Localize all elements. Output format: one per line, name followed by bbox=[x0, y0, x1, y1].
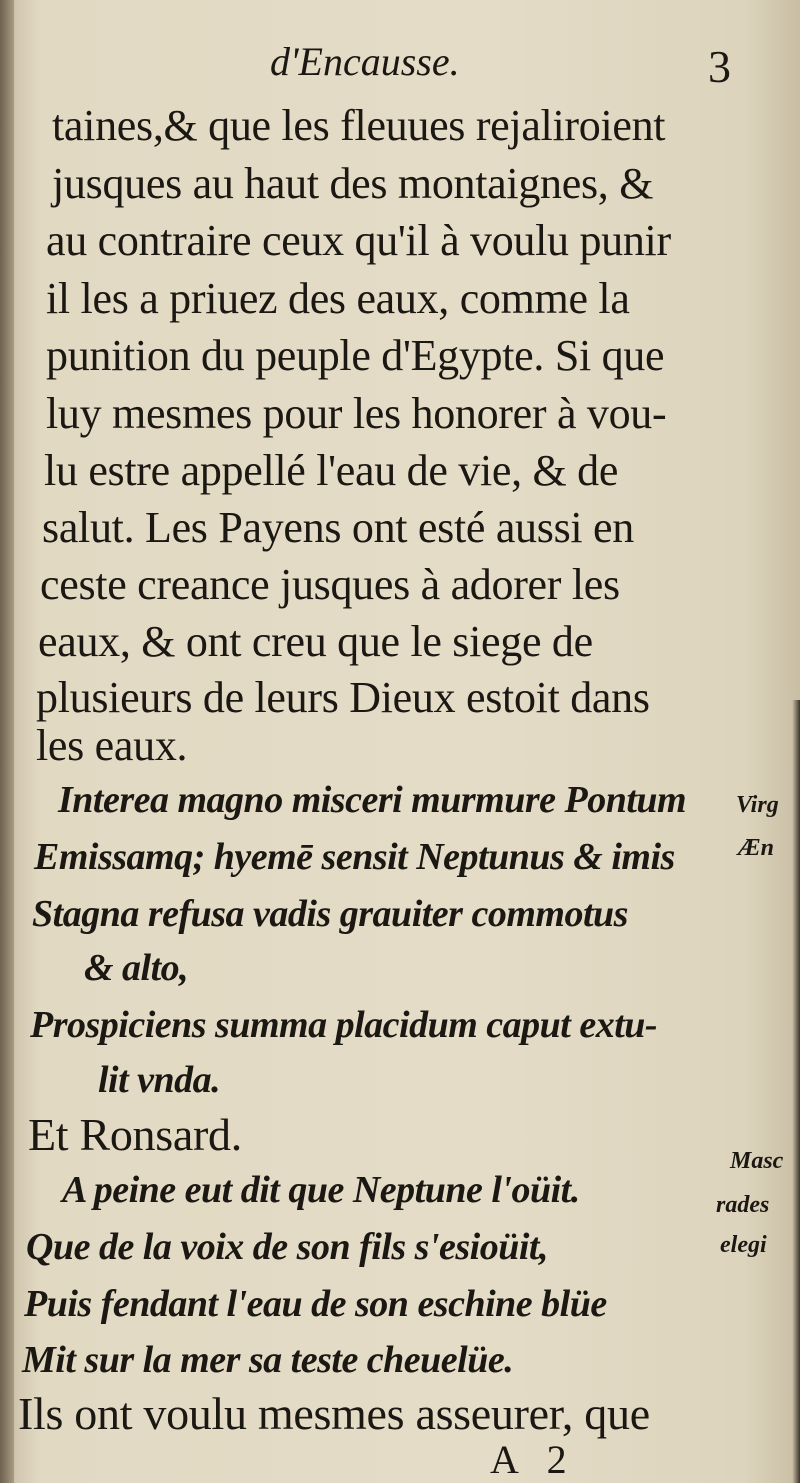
prose-line: eaux, & ont creu que le siege de bbox=[38, 617, 593, 666]
margin-note-virgil: Virg bbox=[736, 792, 779, 818]
virgil-verse-line: Stagna refusa vadis grauiter commotus bbox=[32, 893, 628, 935]
ronsard-intro: Et Ronsard. bbox=[28, 1109, 242, 1160]
virgil-verse-line: Emissamq; hyemē sensit Neptunus & imis bbox=[34, 836, 675, 878]
running-head: d'Encausse. bbox=[270, 39, 460, 84]
ronsard-verse-line: Que de la voix de son fils s'esioüit, bbox=[26, 1226, 548, 1268]
prose-line: plusieurs de leurs Dieux estoit dans bbox=[36, 673, 650, 722]
prose-line: au contraire ceux qu'il à voulu punir bbox=[46, 216, 671, 265]
signature-mark: A 2 bbox=[490, 1437, 577, 1482]
page-number: 3 bbox=[708, 41, 731, 92]
prose-line: punition du peuple d'Egypte. Si que bbox=[46, 331, 665, 380]
ronsard-verse-line: Puis fendant l'eau de son eschine blüe bbox=[24, 1283, 607, 1325]
margin-note-ronsard: rades bbox=[716, 1192, 770, 1218]
prose-line: taines,& que les fleuues rejaliroient bbox=[52, 101, 666, 150]
prose-line: les eaux. bbox=[36, 721, 188, 770]
prose-line: jusques au haut des montaignes, & bbox=[52, 159, 654, 208]
margin-note-ronsard: Masc bbox=[730, 1148, 784, 1174]
virgil-verse-line: lit vnda. bbox=[98, 1059, 221, 1101]
virgil-verse-line: Prospiciens summa placidum caput extu- bbox=[30, 1004, 658, 1046]
prose-line: luy mesmes pour les honorer à vou- bbox=[46, 389, 667, 438]
closing-line: Ils ont voulu mesmes asseurer, que bbox=[18, 1388, 650, 1439]
prose-line: lu estre appellé l'eau de vie, & de bbox=[44, 446, 619, 495]
prose-line: ceste creance jusques à adorer les bbox=[40, 560, 620, 609]
page-edge-shadow bbox=[792, 700, 800, 1483]
virgil-verse-line: Interea magno misceri murmure Pontum bbox=[58, 779, 687, 821]
binding-gutter bbox=[0, 0, 14, 1483]
ronsard-verse-line: Mit sur la mer sa teste cheuelüe. bbox=[22, 1339, 514, 1381]
ronsard-verse-line: A peine eut dit que Neptune l'oüit. bbox=[62, 1169, 580, 1211]
margin-note-ronsard: elegi bbox=[720, 1232, 767, 1258]
margin-note-virgil: Æn bbox=[738, 835, 774, 861]
prose-line: il les a priuez des eaux, comme la bbox=[46, 274, 630, 323]
prose-line: salut. Les Payens ont esté aussi en bbox=[42, 503, 634, 552]
virgil-verse-line: & alto, bbox=[84, 947, 189, 989]
